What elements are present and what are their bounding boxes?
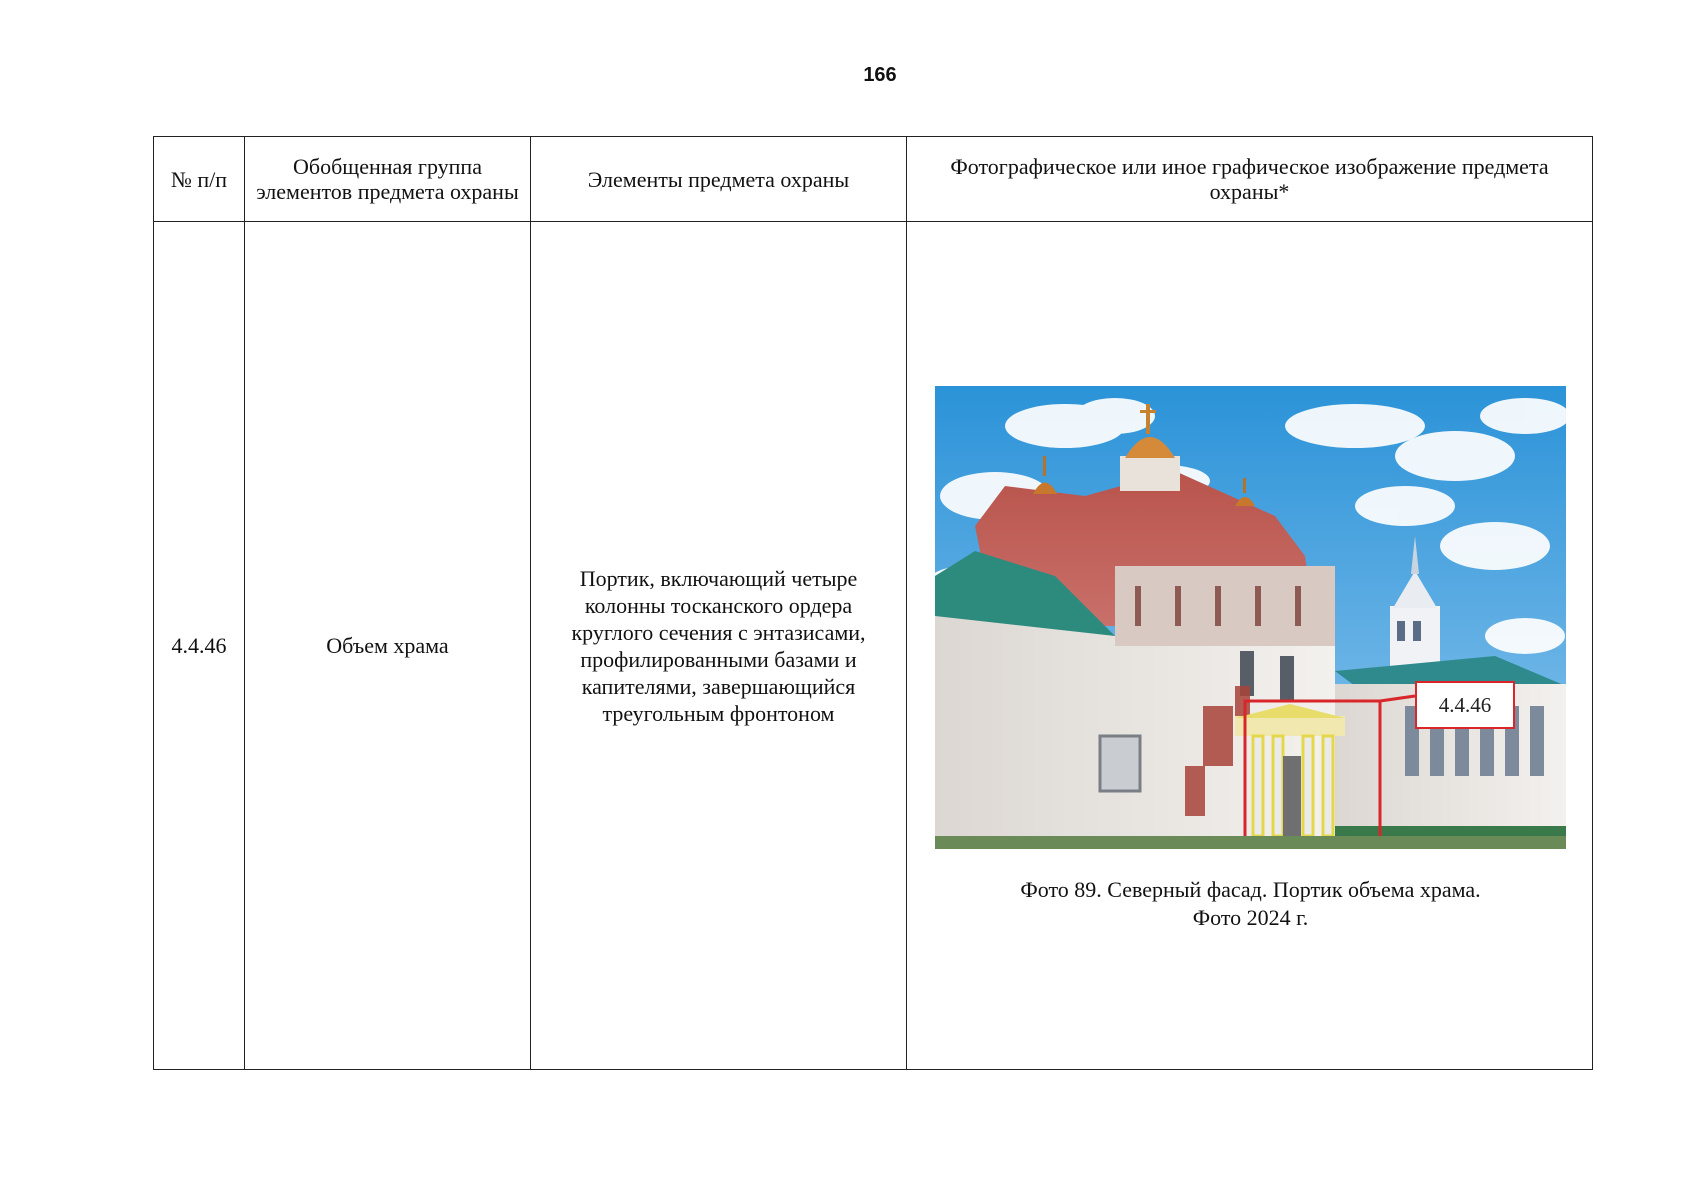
protection-table xyxy=(153,136,1593,1070)
row-elements-text: Портик, включающий четыре колонны тосканского ордера круглого сечения с энтазисами, профилированными базами и капителями, завершающийся треугольным фронтоном xyxy=(571,565,866,726)
row-group: Объем храма xyxy=(245,222,531,1070)
page-number: 166 xyxy=(863,64,897,86)
header-group: Обобщенная группа элементов предмета охраны xyxy=(245,137,531,222)
header-num: № п/п xyxy=(154,137,245,222)
photo-caption xyxy=(935,876,1566,932)
table-header-row xyxy=(154,137,1593,222)
table-row xyxy=(154,222,1593,1070)
row-num: 4.4.46 xyxy=(154,222,245,1070)
photo-caption-line2: Фото 2024 г. xyxy=(1192,905,1309,930)
church-photo xyxy=(935,386,1566,849)
photo-label: 4.4.46 xyxy=(1415,681,1515,729)
header-image: Фотографическое или иное графическое изображение предмета охраны* xyxy=(907,137,1593,222)
row-photo-cell xyxy=(907,222,1593,1070)
photo-caption-line1: Фото 89. Северный фасад. Портик объема храма. xyxy=(1020,877,1481,902)
header-elements: Элементы предмета охраны xyxy=(531,137,907,222)
row-elements xyxy=(531,222,907,1070)
